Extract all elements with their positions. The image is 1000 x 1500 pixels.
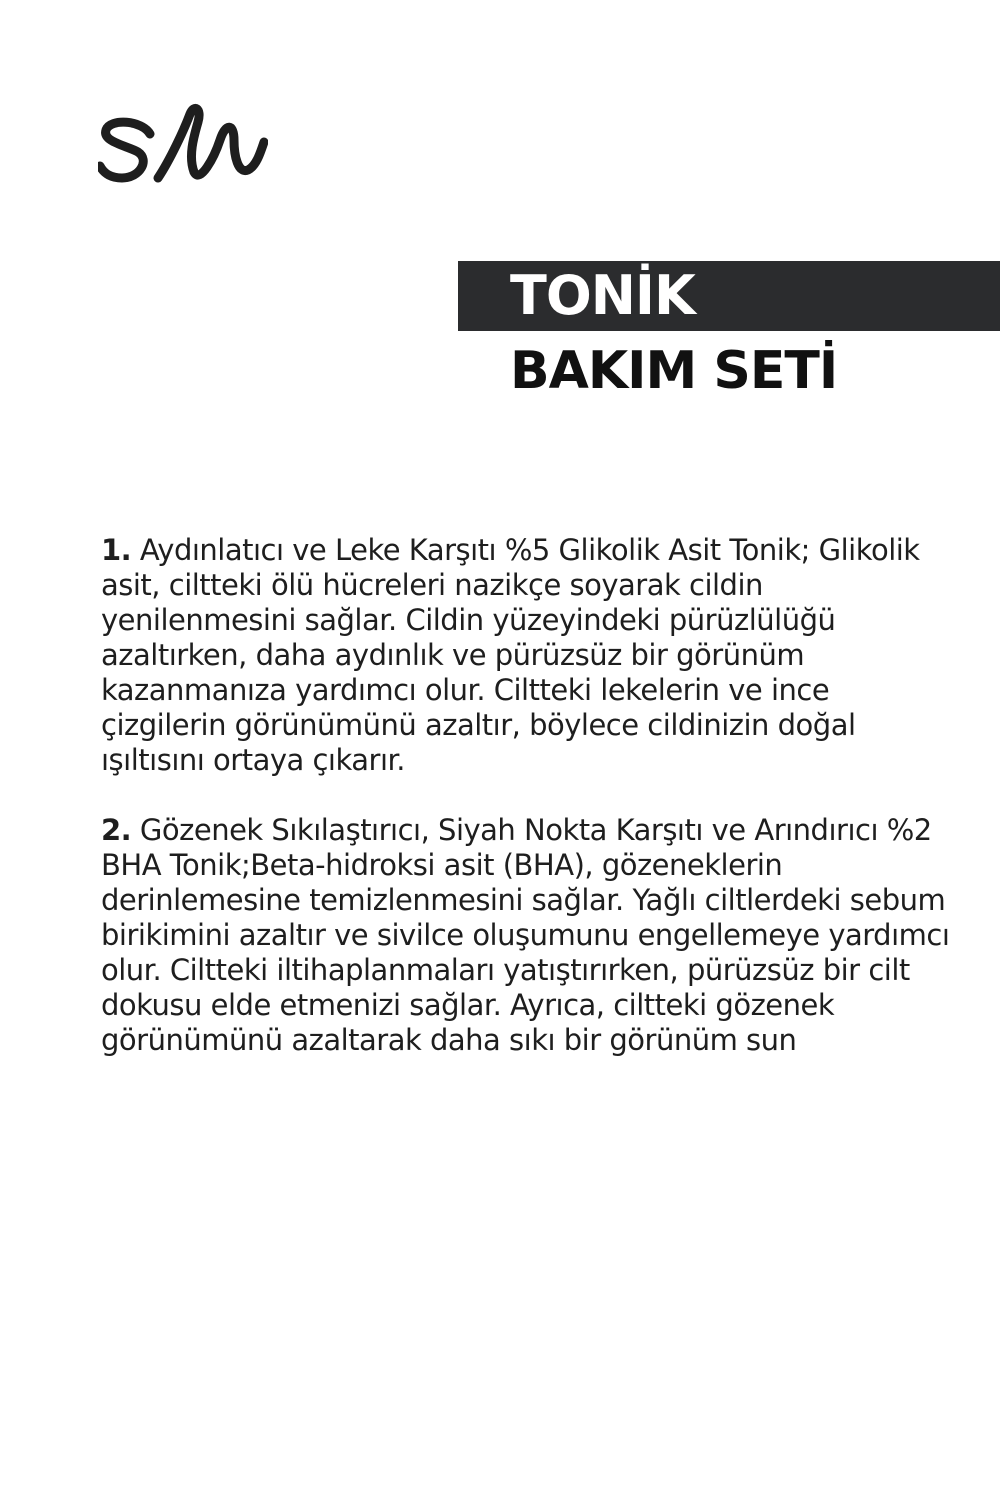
- paragraph-1-number: 1.: [101, 533, 132, 567]
- description-body: [101, 533, 961, 1058]
- paragraph-2: [101, 813, 961, 1058]
- page-subtitle: BAKIM SETİ: [510, 341, 838, 401]
- paragraph-1: [101, 533, 961, 778]
- paragraph-1-text: Aydınlatıcı ve Leke Karşıtı %5 Glikolik Asit Tonik; Glikolik asit, ciltteki ölü hücreleri nazikçe soyarak cildin yenilenmesini sağlar. Cildin yüzeyindeki pürüzlülüğü azaltırken, daha aydınlık ve pürüzsüz bir görünüm kazanmanıza yardımcı olur. Ciltteki lekelerin ve ince çizgilerin görünümünü azaltır, böylece cildinizin doğal ışıltısını ortaya çıkarır.: [101, 533, 920, 777]
- page-title: TONİK: [510, 264, 695, 327]
- paragraph-2-number: 2.: [101, 813, 132, 847]
- paragraph-2-text: Gözenek Sıkılaştırıcı, Siyah Nokta Karşıtı ve Arındırıcı %2 BHA Tonik;Beta-hidroksi asit (BHA), gözeneklerin derinlemesine temizlenmesini sağlar. Yağlı ciltlerdeki sebum birikimini azaltır ve sivilce oluşumunu engellemeye yardımcı olur. Ciltteki iltihaplanmaları yatıştırırken, pürüzsüz bir cilt dokusu elde etmenizi sağlar. Ayrıca, ciltteki gözenek görünümünü azaltarak daha sıkı bir görünüm sun: [101, 813, 950, 1057]
- sn-script-logo-icon: [98, 100, 268, 190]
